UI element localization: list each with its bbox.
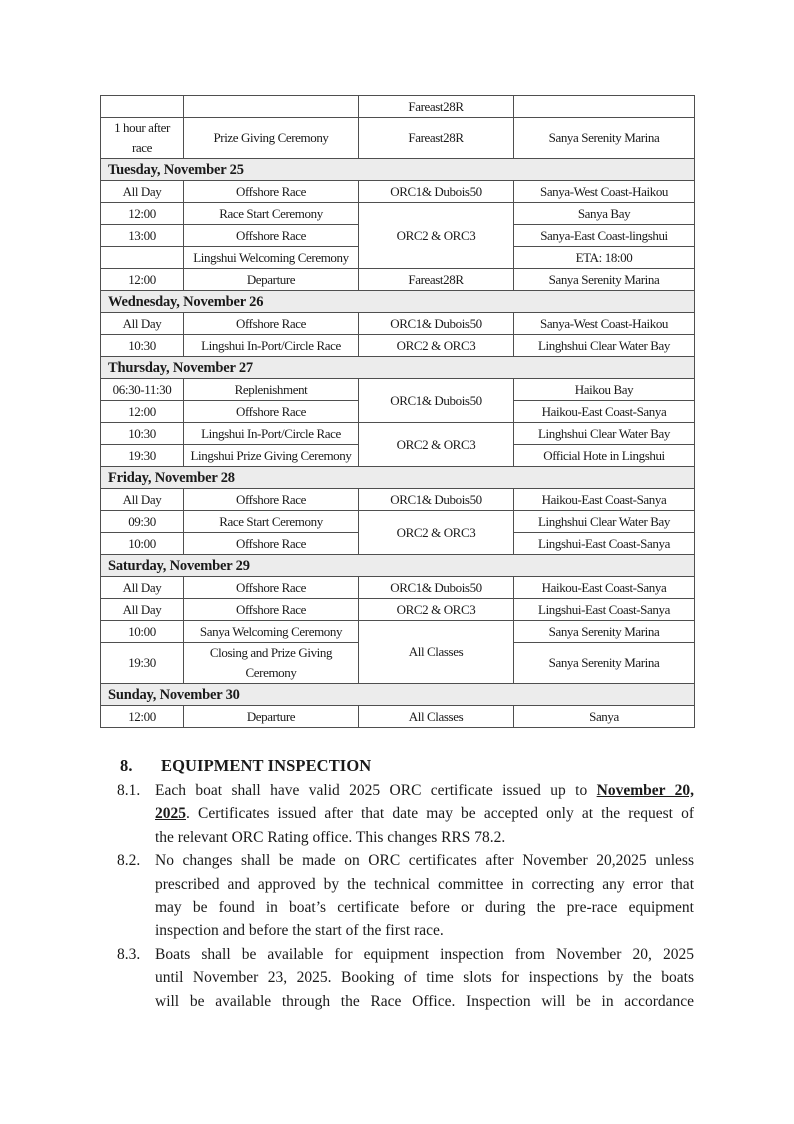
cell-time: 12:00 <box>101 401 184 423</box>
section-body <box>117 779 694 1013</box>
cell-event: Race Start Ceremony <box>184 203 359 225</box>
cell-time: 19:30 <box>101 445 184 467</box>
list-item-8-3 <box>117 943 694 1013</box>
cell-location: Lingshui-East Coast-Sanya <box>514 533 695 555</box>
cell-class: ORC2 & ORC3 <box>359 335 514 357</box>
day-header: Saturday, November 29 <box>101 555 695 577</box>
cell-time: All Day <box>101 577 184 599</box>
cell-location: Sanya <box>514 706 695 728</box>
table-row <box>101 269 695 291</box>
text-run: Each boat shall have valid 2025 ORC certificate issued up to <box>155 782 597 799</box>
day-header-row <box>101 159 695 181</box>
cell-event: Offshore Race <box>184 489 359 511</box>
item-number: 8.1. <box>117 782 141 799</box>
cell-class: ORC1& Dubois50 <box>359 379 514 423</box>
section-heading <box>120 756 371 776</box>
cell-time <box>101 247 184 269</box>
cell-location: Sanya Serenity Marina <box>514 643 695 684</box>
cell-location: Linghshui Clear Water Bay <box>514 335 695 357</box>
cell-location: Sanya-West Coast-Haikou <box>514 181 695 203</box>
text-run: the relevant ORC Rating office. This changes RRS 78.2. <box>155 828 506 846</box>
cell-event: Offshore Race <box>184 577 359 599</box>
text-run: until November 23, 2025. Booking of time slots for inspections by the boats <box>155 969 694 987</box>
cell-event: Lingshui In-Port/Circle Race <box>184 335 359 357</box>
cell-event: Lingshui Welcoming Ceremony <box>184 247 359 269</box>
table-row <box>101 489 695 511</box>
table-row <box>101 118 695 159</box>
emphasized-date: 2025 <box>155 805 186 823</box>
cell-class: ORC2 & ORC3 <box>359 511 514 555</box>
text-line <box>155 849 694 872</box>
cell-location: Sanya Serenity Marina <box>514 118 695 159</box>
cell-location: Sanya-East Coast-lingshui <box>514 225 695 247</box>
text-line <box>155 873 694 896</box>
day-header-row <box>101 291 695 313</box>
text-run: will be available through the Race Office. Inspection will be in accordance <box>155 992 694 1010</box>
emphasized-date: November 20, <box>596 782 694 799</box>
cell-event: Race Start Ceremony <box>184 511 359 533</box>
cell-event: Departure <box>184 269 359 291</box>
cell-class: Fareast28R <box>359 269 514 291</box>
day-header-row <box>101 357 695 379</box>
cell-event: Closing and Prize Giving Ceremony <box>184 643 359 684</box>
day-header: Thursday, November 27 <box>101 357 695 379</box>
cell-class: ORC2 & ORC3 <box>359 423 514 467</box>
text-line <box>155 966 694 989</box>
table-row <box>101 577 695 599</box>
cell-time: 12:00 <box>101 269 184 291</box>
cell-class: All Classes <box>359 621 514 684</box>
day-header: Tuesday, November 25 <box>101 159 695 181</box>
cell-time: 10:30 <box>101 335 184 357</box>
table-row <box>101 599 695 621</box>
race-schedule-table <box>100 95 695 728</box>
table-row <box>101 313 695 335</box>
item-number: 8.3. <box>117 945 141 963</box>
cell-event <box>184 96 359 118</box>
table-row <box>101 706 695 728</box>
cell-event: Prize Giving Ceremony <box>184 118 359 159</box>
text-line <box>155 802 694 825</box>
table-row <box>101 423 695 445</box>
text-line <box>155 896 694 919</box>
text-line <box>155 779 694 802</box>
text-line <box>155 943 694 966</box>
cell-event: Offshore Race <box>184 181 359 203</box>
cell-location: Official Hote in Lingshui <box>514 445 695 467</box>
cell-time: 10:00 <box>101 533 184 555</box>
cell-time: 10:00 <box>101 621 184 643</box>
day-header: Wednesday, November 26 <box>101 291 695 313</box>
table-row <box>101 379 695 401</box>
cell-class: Fareast28R <box>359 118 514 159</box>
day-header-row <box>101 684 695 706</box>
cell-event: Lingshui In-Port/Circle Race <box>184 423 359 445</box>
cell-class: ORC2 & ORC3 <box>359 599 514 621</box>
cell-class: ORC2 & ORC3 <box>359 203 514 269</box>
section-number: 8. <box>120 756 133 775</box>
cell-event: Sanya Welcoming Ceremony <box>184 621 359 643</box>
cell-location: Sanya Serenity Marina <box>514 269 695 291</box>
table-row <box>101 621 695 643</box>
day-header-row <box>101 467 695 489</box>
cell-location: Linghshui Clear Water Bay <box>514 423 695 445</box>
cell-event: Offshore Race <box>184 401 359 423</box>
text-run: may be found in boat’s certificate before or during the pre-race equipment <box>155 898 694 916</box>
cell-time: 12:00 <box>101 706 184 728</box>
cell-class: All Classes <box>359 706 514 728</box>
cell-time: 12:00 <box>101 203 184 225</box>
table-row <box>101 203 695 225</box>
cell-location: Linghshui Clear Water Bay <box>514 511 695 533</box>
cell-time: All Day <box>101 181 184 203</box>
text-run: Boats shall be available for equipment inspection from November 20, 2025 <box>155 945 694 963</box>
text-run: No changes shall be made on ORC certificates after November 20,2025 unless <box>155 852 694 870</box>
cell-location: Haikou Bay <box>514 379 695 401</box>
cell-location: Haikou-East Coast-Sanya <box>514 401 695 423</box>
cell-location: Sanya Serenity Marina <box>514 621 695 643</box>
cell-class: ORC1& Dubois50 <box>359 489 514 511</box>
section-title: EQUIPMENT INSPECTION <box>161 756 372 775</box>
cell-time: 10:30 <box>101 423 184 445</box>
cell-time: All Day <box>101 599 184 621</box>
cell-class: ORC1& Dubois50 <box>359 577 514 599</box>
cell-event: Lingshui Prize Giving Ceremony <box>184 445 359 467</box>
cell-event: Offshore Race <box>184 599 359 621</box>
table-row <box>101 335 695 357</box>
table-row <box>101 96 695 118</box>
day-header: Sunday, November 30 <box>101 684 695 706</box>
cell-location: Lingshui-East Coast-Sanya <box>514 599 695 621</box>
cell-time: All Day <box>101 489 184 511</box>
text-run: inspection and before the start of the first race. <box>155 922 444 940</box>
text-line <box>155 919 694 942</box>
text-run: . Certificates issued after that date may be accepted only at the request of <box>186 805 694 823</box>
cell-time: 19:30 <box>101 643 184 684</box>
list-item-8-1 <box>117 779 694 849</box>
cell-class: Fareast28R <box>359 96 514 118</box>
cell-event: Offshore Race <box>184 313 359 335</box>
item-number: 8.2. <box>117 852 141 870</box>
cell-location: Haikou-East Coast-Sanya <box>514 577 695 599</box>
table-row <box>101 181 695 203</box>
text-line <box>155 990 694 1013</box>
cell-event: Offshore Race <box>184 225 359 247</box>
cell-location: Sanya Bay <box>514 203 695 225</box>
cell-event: Offshore Race <box>184 533 359 555</box>
day-header: Friday, November 28 <box>101 467 695 489</box>
cell-location: ETA: 18:00 <box>514 247 695 269</box>
cell-class: ORC1& Dubois50 <box>359 313 514 335</box>
cell-event: Replenishment <box>184 379 359 401</box>
cell-time: All Day <box>101 313 184 335</box>
day-header-row <box>101 555 695 577</box>
cell-time: 1 hour after race <box>101 118 184 159</box>
text-line <box>155 826 694 849</box>
table-row <box>101 511 695 533</box>
list-item-8-2 <box>117 849 694 943</box>
cell-time <box>101 96 184 118</box>
cell-time: 13:00 <box>101 225 184 247</box>
cell-class: ORC1& Dubois50 <box>359 181 514 203</box>
cell-location <box>514 96 695 118</box>
cell-location: Sanya-West Coast-Haikou <box>514 313 695 335</box>
cell-event: Departure <box>184 706 359 728</box>
cell-time: 09:30 <box>101 511 184 533</box>
cell-time: 06:30-11:30 <box>101 379 184 401</box>
text-run: prescribed and approved by the technical committee in correcting any error that <box>155 875 694 893</box>
cell-location: Haikou-East Coast-Sanya <box>514 489 695 511</box>
